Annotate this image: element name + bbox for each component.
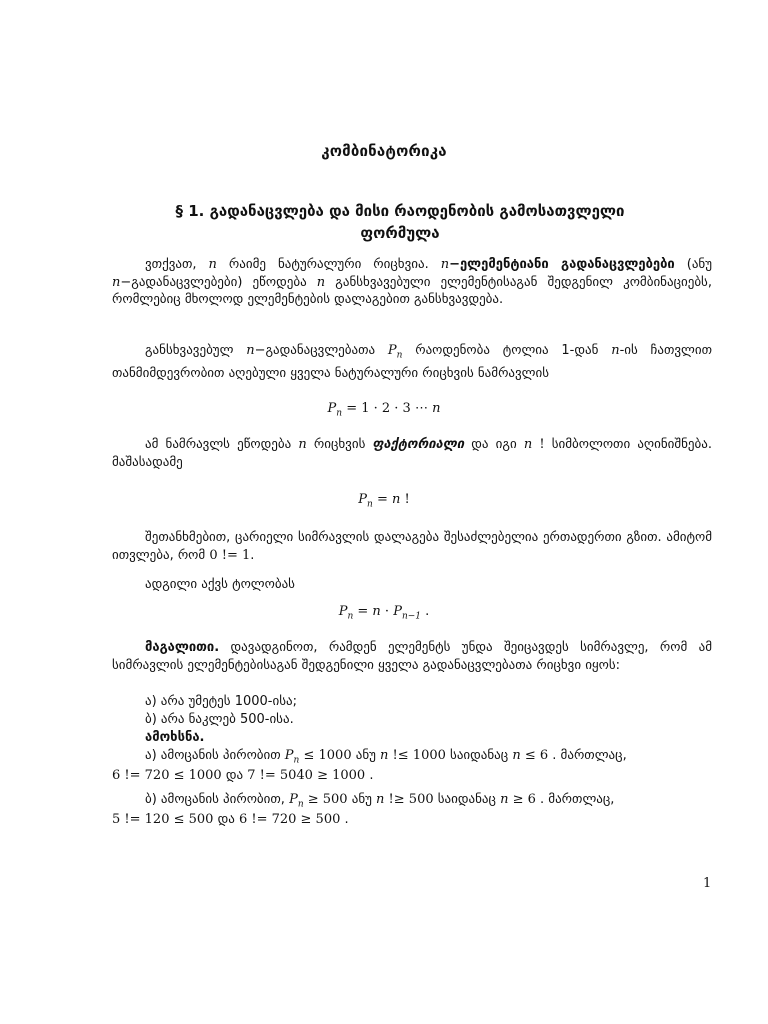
text: განსხვავებული ელემენტისაგან შედგენილ კომბინაციებს, რომლებიც მხოლოდ ელემენტების დალაგებით განსხვავდება. xyxy=(112,274,712,307)
text: საიდანაც xyxy=(445,748,513,763)
text: −გადანაცვლებები) ეწოდება xyxy=(120,274,317,290)
text: საიდანაც xyxy=(433,792,501,807)
section-heading xyxy=(150,200,650,244)
definition-paragraph xyxy=(112,256,712,309)
math-n: n xyxy=(376,792,385,807)
text: და xyxy=(221,768,248,783)
solution-label: ამოხსნა. xyxy=(145,730,205,745)
section-heading-line-2: ფორმულა xyxy=(360,224,440,242)
text: რაიმე ნატურალური რიცხვია. xyxy=(216,257,441,272)
formula-product xyxy=(0,401,768,419)
text: ამ ნამრავლს ეწოდება xyxy=(145,437,299,452)
math-n: n xyxy=(298,437,307,452)
formula-factorial xyxy=(0,492,768,510)
math-n: n xyxy=(440,257,450,272)
math-p: P xyxy=(358,492,368,507)
formula-eq: = xyxy=(353,604,373,619)
math-p: P xyxy=(393,604,402,619)
math-n: n xyxy=(372,604,381,619)
option-b: ბ) არა ნაკლებ 500-ისა. xyxy=(145,712,294,727)
math-n: n xyxy=(500,792,509,807)
math-p: P xyxy=(338,604,348,619)
text: ანუ xyxy=(347,792,377,807)
text: ვთქვათ, xyxy=(145,257,209,272)
formula-recurrence xyxy=(0,604,768,622)
text: ბ) ამოცანის პირობით, xyxy=(145,792,290,807)
count-paragraph xyxy=(112,342,712,383)
math-n: n xyxy=(380,748,389,763)
example-paragraph xyxy=(112,639,712,674)
math-subscript: n xyxy=(367,499,373,510)
math-subscript: n xyxy=(347,611,354,622)
math-p: P xyxy=(327,401,337,416)
text: . xyxy=(340,812,349,827)
factorial-sign: ! xyxy=(532,437,545,452)
text: რიცხვის xyxy=(306,437,373,452)
math-n: n xyxy=(112,274,121,290)
math-statement: 5 != 120 ≤ 500 xyxy=(112,812,214,827)
zero-factorial: 0 != 1 xyxy=(209,547,251,563)
empty-set-paragraph xyxy=(112,529,712,564)
defined-term: −ელემენტიანი გადანაცვლებები xyxy=(449,257,675,272)
factorial-sign: ! xyxy=(400,492,410,507)
math-subscript: n−1 xyxy=(401,611,422,622)
text: და იგი xyxy=(464,437,524,452)
text: . xyxy=(250,547,255,563)
text: რაოდენობა ტოლია 1-დან xyxy=(402,343,612,358)
page-number: 1 xyxy=(703,876,712,891)
math-n: n xyxy=(316,274,326,290)
math-rhs: ≤ 6 xyxy=(520,748,549,763)
math-p: P xyxy=(289,792,298,807)
math-n: n xyxy=(208,257,217,272)
math-p: P xyxy=(284,748,294,763)
math-rhs: !≤ 1000 xyxy=(388,748,446,763)
math-subscript: n xyxy=(293,755,300,766)
factorial-term: ფაქტორიალი xyxy=(372,437,465,452)
text: ანუ xyxy=(351,748,381,763)
formula-dot: · xyxy=(380,604,394,619)
page-title: კომბინატორიკა xyxy=(321,142,447,160)
example-label: მაგალითი. xyxy=(145,640,220,655)
solution-a-line-2 xyxy=(112,767,373,784)
text: და xyxy=(213,812,239,827)
math-n: n xyxy=(246,343,255,358)
text: განსხვავებულ xyxy=(145,343,247,358)
factorial-paragraph xyxy=(112,436,712,471)
formula-end: . xyxy=(421,604,430,619)
math-n: n xyxy=(523,437,533,452)
math-statement: 7 != 5040 ≥ 1000 xyxy=(247,768,366,783)
math-rhs: ≥ 6 xyxy=(508,792,536,807)
math-n: n xyxy=(432,401,441,416)
text: (ანუ xyxy=(674,257,713,272)
formula-rhs: = 1 · 2 · 3 ⋯ xyxy=(342,401,433,416)
option-a: ა) არა უმეტეს 1000-ისა; xyxy=(145,694,297,709)
text: შეთანხმებით, ცარიელი სიმრავლის დალაგება შესაძლებელია ერთადერთი გზით. ამიტომ ითვლება, რომ xyxy=(112,530,712,563)
math-statement: 6 != 720 ≥ 500 xyxy=(238,812,341,827)
math-p: P xyxy=(387,343,397,358)
solution-b-line-2 xyxy=(112,811,349,828)
math-rhs: ≤ 1000 xyxy=(299,748,352,763)
section-heading-line-1: § 1. გადანაცვლება და მისი რაოდენობის გამოსათვლელი xyxy=(175,202,625,220)
example-text: დავადგინოთ, რამდენ ელემენტს უნდა შეიცავდეს სიმრავლე, რომ ამ სიმრავლის ელემენტებისაგან შედგენილი ყველა გადანაცვლებათა რიცხვი იყოს: xyxy=(112,640,712,673)
math-n: n xyxy=(611,343,620,358)
math-rhs: !≥ 500 xyxy=(384,792,434,807)
text: . მართლაც, xyxy=(548,748,627,763)
text: -ის ჩათვლით თანმიმდევრობით აღებული ყველა ნატურალური რიცხვის ნამრავლის xyxy=(112,343,712,382)
math-rhs: ≥ 500 xyxy=(303,792,348,807)
math-subscript: n xyxy=(396,350,403,361)
text: . xyxy=(365,768,374,783)
text: ა) ამოცანის პირობით xyxy=(145,748,285,763)
text: −გადანაცვლებათა xyxy=(254,343,388,358)
math-n: n xyxy=(512,748,521,763)
equality-intro: ადგილი აქვს ტოლობას xyxy=(145,577,295,592)
text: . მართლაც, xyxy=(535,792,615,807)
formula-eq: = xyxy=(372,492,392,507)
math-subscript: n xyxy=(297,799,304,810)
math-n: n xyxy=(391,492,401,507)
math-statement: 6 != 720 ≤ 1000 xyxy=(112,768,222,783)
text: სიმბოლოთი აღინიშნება. მაშასადამე xyxy=(112,437,712,470)
math-subscript: n xyxy=(336,408,343,419)
